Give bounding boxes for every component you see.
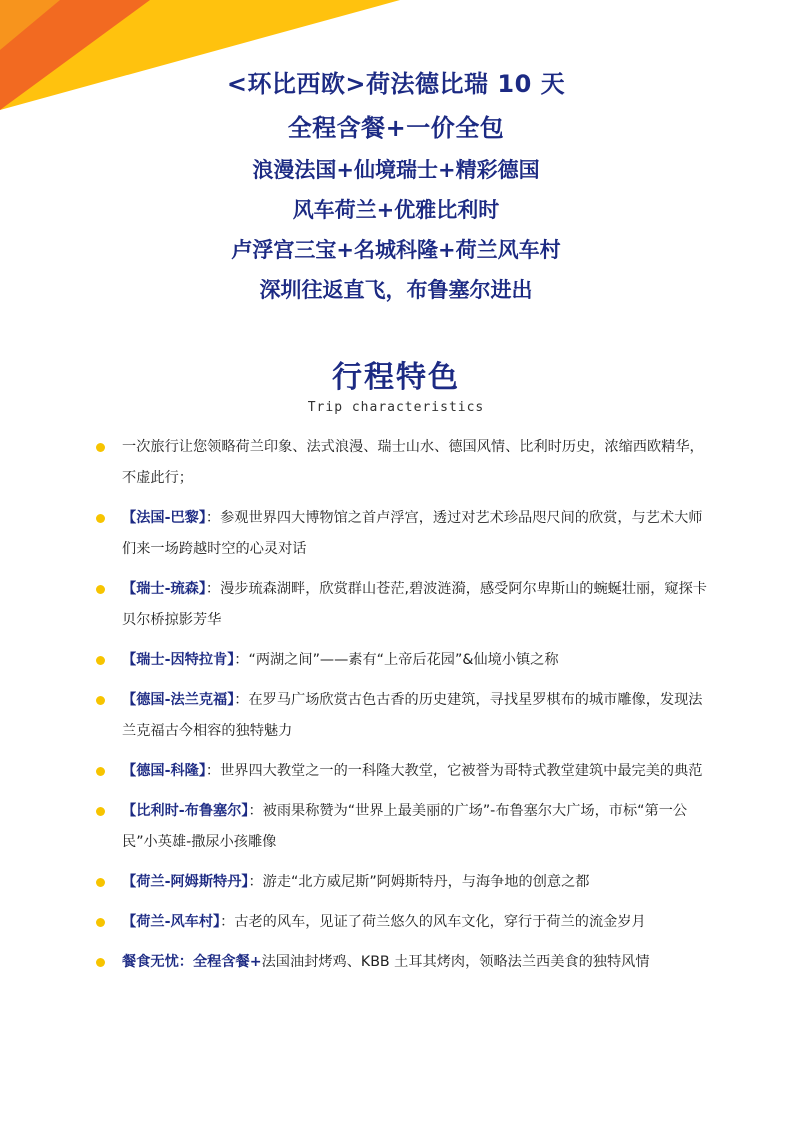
list-item	[96, 796, 716, 858]
bullet-dot-icon	[96, 807, 105, 816]
bullet-dot-icon	[96, 656, 105, 665]
list-item	[96, 685, 716, 747]
list-item	[96, 867, 716, 898]
item-highlight: 【比利时-布鲁塞尔】	[122, 803, 249, 819]
header-line-4: 深圳往返直飞，布鲁塞尔进出	[259, 278, 533, 302]
trip-title: <环比西欧>荷法德比瑞 10 天	[226, 70, 566, 98]
list-item	[96, 907, 716, 938]
item-highlight: 餐食无忧：全程含餐+	[122, 954, 262, 970]
features-list	[96, 432, 716, 987]
list-item	[96, 574, 716, 636]
item-text: ：世界四大教堂之一的一科隆大教堂，它被誉为哥特式教堂建筑中最完美的典范	[205, 763, 703, 779]
item-highlight: 【德国-法兰克福】	[122, 692, 235, 708]
item-highlight: 【荷兰-风车村】	[122, 914, 221, 930]
list-item	[96, 645, 716, 676]
page-header	[0, 62, 792, 310]
item-text: 一次旅行让您领略荷兰印象、法式浪漫、瑞士山水、德国风情、比利时历史，浓缩西欧精华，不虚此行；	[122, 439, 704, 486]
bullet-dot-icon	[96, 443, 105, 452]
item-highlight: 【德国-科隆】	[122, 763, 206, 779]
list-item	[96, 503, 716, 565]
item-highlight: 【法国-巴黎】	[122, 510, 206, 526]
header-line-1: 浪漫法国+仙境瑞士+精彩德国	[252, 158, 540, 182]
bullet-dot-icon	[96, 696, 105, 705]
item-highlight: 【瑞士-琉森】	[122, 581, 206, 597]
list-item	[96, 432, 716, 494]
bullet-dot-icon	[96, 767, 105, 776]
item-text: ：被雨果称赞为“世界上最美丽的广场”-布鲁塞尔大广场，市标“第一公民”小英雄-撒尿小孩雕像	[122, 803, 688, 850]
item-highlight: 【瑞士-因特拉肯】	[122, 652, 235, 668]
bullet-dot-icon	[96, 958, 105, 967]
section-title: 行程特色	[332, 360, 460, 395]
section-subtitle: Trip characteristics	[307, 400, 485, 415]
item-text: ：古老的风车，见证了荷兰悠久的风车文化，穿行于荷兰的流金岁月	[220, 914, 646, 930]
bullet-dot-icon	[96, 878, 105, 887]
header-line-3: 卢浮宫三宝+名城科隆+荷兰风车村	[231, 238, 561, 262]
item-text: ：在罗马广场欣赏古色古香的历史建筑，寻找星罗棋布的城市雕像，发现法兰克福古今相容的独特魅力	[122, 692, 703, 739]
item-text: 法国油封烤鸡、KBB 土耳其烤肉，领略法兰西美食的独特风情	[261, 954, 650, 970]
bullet-dot-icon	[96, 514, 105, 523]
item-text: ：游走“北方威尼斯”阿姆斯特丹，与海争地的创意之都	[248, 874, 590, 890]
item-text: ：参观世界四大博物馆之首卢浮宫，透过对艺术珍品咫尺间的欣赏，与艺术大师们来一场跨越时空的心灵对话	[122, 510, 703, 557]
header-line-2: 风车荷兰+优雅比利时	[292, 198, 500, 222]
list-item	[96, 947, 716, 978]
list-item	[96, 756, 716, 787]
bullet-dot-icon	[96, 918, 105, 927]
trip-subtitle: 全程含餐+一价全包	[287, 114, 505, 142]
bullet-dot-icon	[96, 585, 105, 594]
item-text: ：漫步琉森湖畔，欣赏群山苍茫,碧波涟漪，感受阿尔卑斯山的蜿蜒壮丽，窥探卡贝尔桥掠影芳华	[122, 581, 707, 628]
item-text: ：“两湖之间”——素有“上帝后花园”&仙境小镇之称	[234, 652, 559, 668]
item-highlight: 【荷兰-阿姆斯特丹】	[122, 874, 249, 890]
